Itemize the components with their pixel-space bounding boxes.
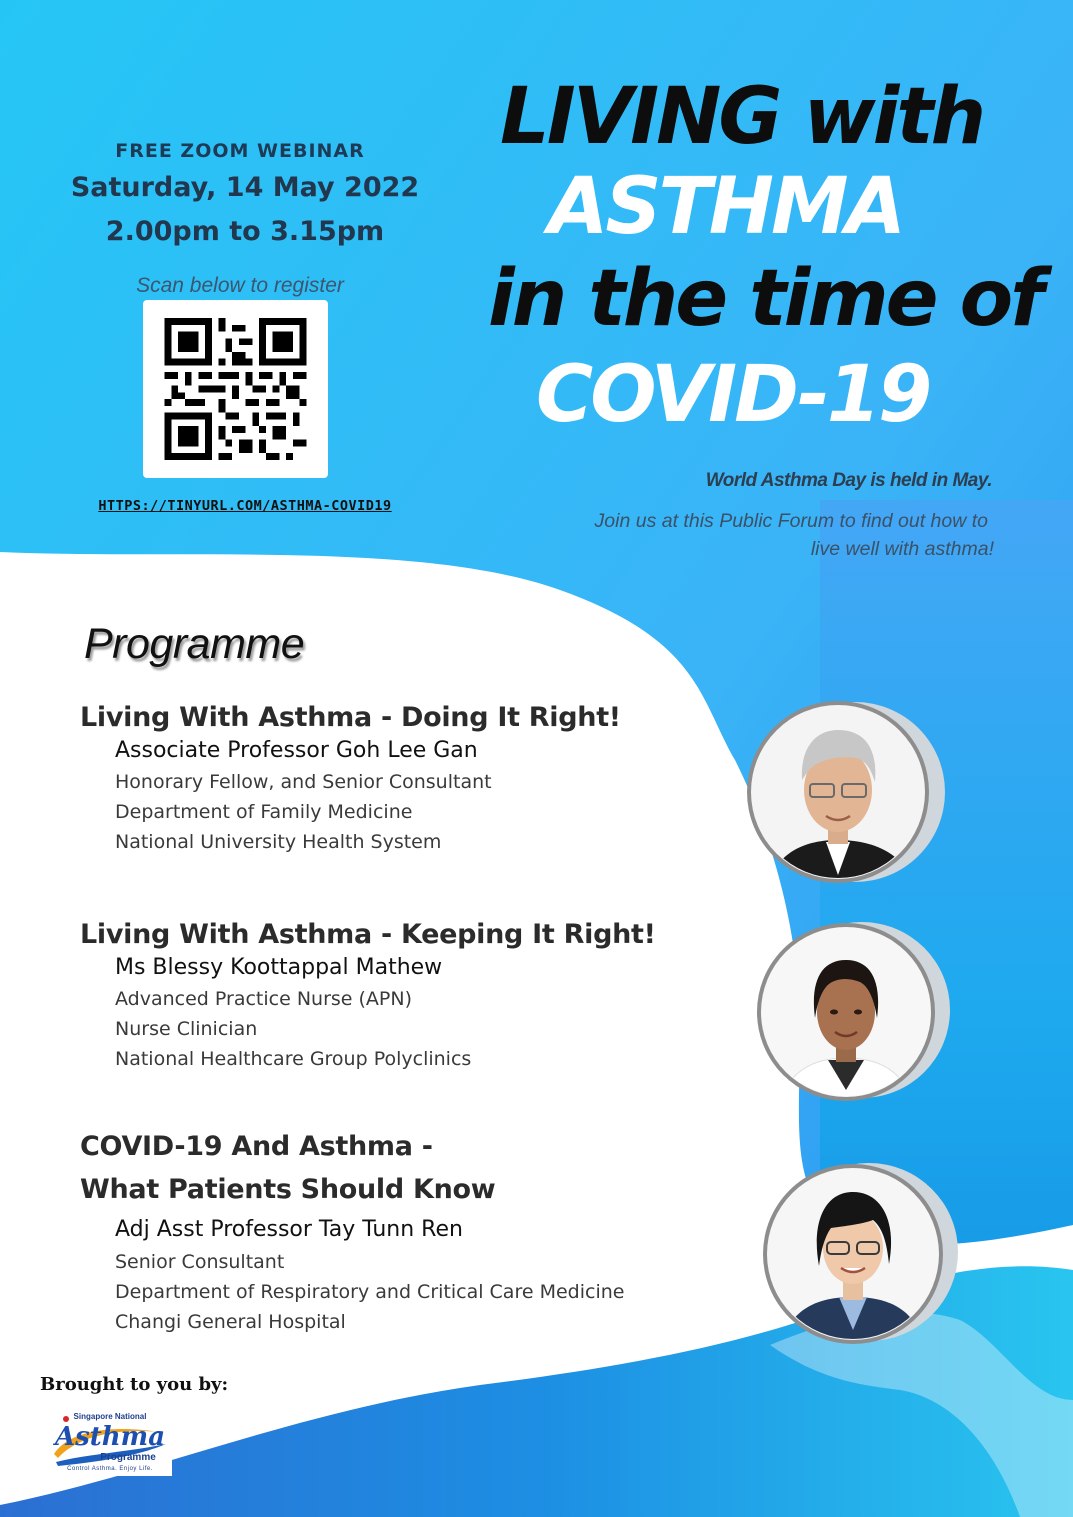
- talk-1-title: Living With Asthma - Doing It Right!: [80, 702, 621, 733]
- programme-heading: [78, 618, 368, 676]
- talk-3-detail: Changi General Hospital: [115, 1311, 346, 1333]
- logo-top-text: Singapore National: [73, 1412, 147, 1421]
- intro-line-2: live well with asthma!: [810, 538, 994, 560]
- logo-sub-text: Programme: [100, 1452, 156, 1463]
- speaker-2-photo: [750, 920, 962, 1105]
- intro-line-1: Join us at this Public Forum to find out how to: [594, 510, 988, 532]
- event-date: Saturday, 14 May 2022: [70, 172, 420, 203]
- talk-2-title: Living With Asthma - Keeping It Right!: [80, 919, 656, 950]
- registration-qr-code[interactable]: [143, 300, 328, 478]
- talk-3-detail: Department of Respiratory and Critical Care Medicine: [115, 1281, 625, 1303]
- logo-tagline: Control Asthma. Enjoy Life.: [67, 1466, 153, 1472]
- title-line-3: in the time of: [488, 254, 1042, 344]
- talk-1-speaker: Associate Professor Goh Lee Gan: [115, 738, 478, 763]
- talk-2-speaker: Ms Blessy Koottappal Mathew: [115, 955, 443, 980]
- talk-1-detail: National University Health System: [115, 831, 442, 853]
- event-time: 2.00pm to 3.15pm: [105, 216, 385, 247]
- programme-heading-text: Programme: [84, 620, 305, 668]
- talk-2-detail: Nurse Clinician: [115, 1018, 258, 1040]
- talk-3-title-cont: What Patients Should Know: [80, 1174, 496, 1205]
- title-line-1: LIVING with: [500, 72, 984, 162]
- talk-2-detail: National Healthcare Group Polyclinics: [115, 1048, 472, 1070]
- registration-link[interactable]: HTTPS://TINYURL.COM/ASTHMA-COVID19: [98, 498, 392, 514]
- qr-code-icon: [162, 318, 309, 460]
- title-line-4: COVID-19: [536, 350, 930, 440]
- webinar-label: FREE ZOOM WEBINAR: [115, 140, 365, 162]
- world-asthma-day-note: World Asthma Day is held in May.: [705, 470, 992, 491]
- talk-3-speaker: Adj Asst Professor Tay Tunn Ren: [115, 1217, 463, 1242]
- logo-main-text: Asthma: [54, 1422, 166, 1452]
- talk-2-detail: Advanced Practice Nurse (APN): [115, 988, 413, 1010]
- talk-3-title: COVID-19 And Asthma -: [80, 1131, 433, 1162]
- brought-to-you-by: Brought to you by:: [40, 1374, 229, 1395]
- asthma-programme-logo: [48, 1410, 172, 1476]
- talk-1-detail: Honorary Fellow, and Senior Consultant: [115, 771, 492, 793]
- talk-1-detail: Department of Family Medicine: [115, 801, 413, 823]
- scan-instruction: Scan below to register: [136, 274, 344, 297]
- speaker-1-photo: [738, 700, 953, 885]
- speaker-3-photo: [755, 1162, 970, 1347]
- title-line-2: ASTHMA: [548, 162, 904, 252]
- talk-3-detail: Senior Consultant: [115, 1251, 285, 1273]
